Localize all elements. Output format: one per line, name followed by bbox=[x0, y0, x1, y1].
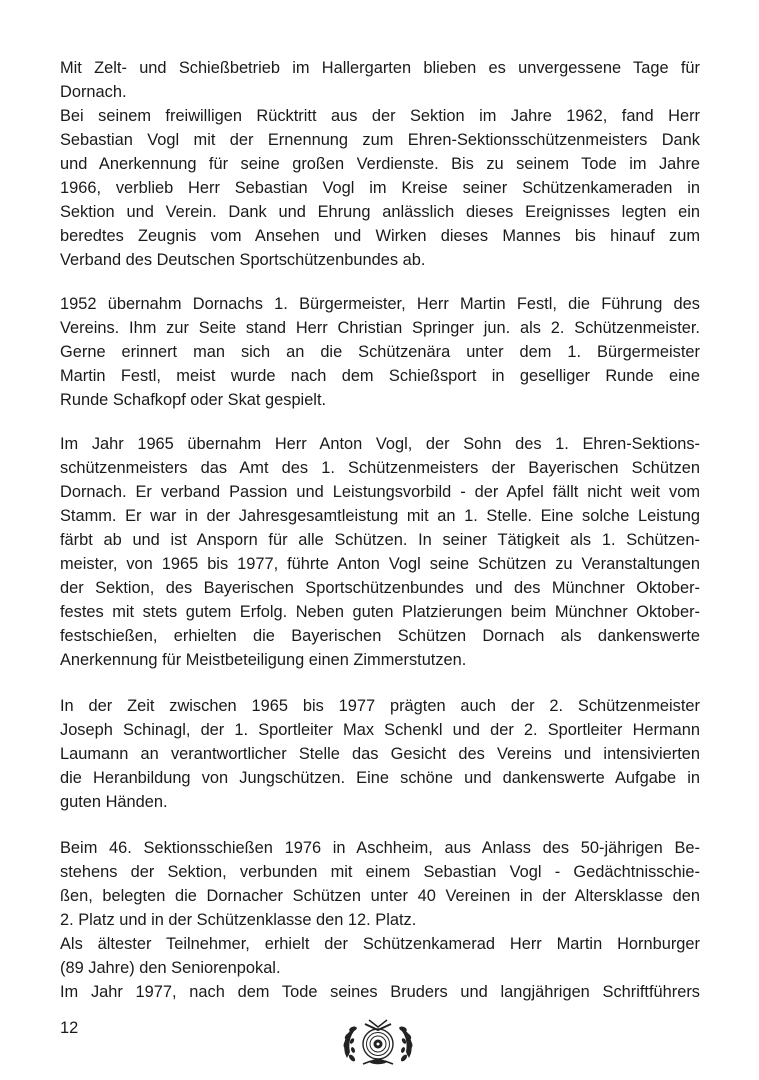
page-number: 12 bbox=[60, 1019, 79, 1037]
text-line: stehens der Sektion, verbunden mit einem Sebastian Vogl - Gedächtnisschie- bbox=[60, 863, 700, 881]
text-line: guten Händen. bbox=[60, 793, 168, 811]
paragraph-sektionsschiessen-1976 bbox=[60, 836, 700, 932]
text-line: Im Jahr 1977, nach dem Tode seines Bruders und langjährigen Schriftführers bbox=[60, 983, 700, 1001]
paragraph-seniorenpokal bbox=[60, 932, 700, 980]
text-line: Im Jahr 1965 übernahm Herr Anton Vogl, der Sohn des 1. Ehren-Sektions- bbox=[60, 435, 700, 453]
text-line: 2. Platz und in der Schützenklasse den 12. Platz. bbox=[60, 911, 417, 929]
paragraph-jahr-1977 bbox=[60, 980, 700, 1004]
target-wreath-emblem-icon bbox=[339, 1014, 417, 1068]
text-line: färbt ab und ist Ansporn für alle Schützen. In seiner Tätigkeit als 1. Schützen- bbox=[60, 531, 700, 549]
text-line: die Heranbildung von Jungschützen. Eine schöne und dankenswerte Aufgabe in bbox=[60, 769, 700, 787]
text-line: ßen, belegten die Dornacher Schützen unter 40 Vereinen in der Altersklasse den bbox=[60, 887, 700, 905]
text-line: Bei seinem freiwilligen Rücktritt aus der Sektion im Jahre 1962, fand Herr bbox=[60, 107, 700, 125]
text-line: schützenmeisters das Amt des 1. Schützenmeisters der Bayerischen Schützen bbox=[60, 459, 700, 477]
text-line: festschießen, erhielten die Bayerischen Schützen Dornach als dankenswerte bbox=[60, 627, 700, 645]
paragraph-ruecktritt-sebastian-vogl bbox=[60, 104, 700, 272]
text-line: Stamm. Er war in der Jahresgesamtleistung mit an 1. Stelle. Eine solche Leistung bbox=[60, 507, 700, 525]
text-line: Vereins. Ihm zur Seite stand Herr Christian Springer jun. als 2. Schützenmeister. bbox=[60, 319, 700, 337]
text-line: Gerne erinnert man sich an die Schützenära unter dem 1. Bürgermeister bbox=[60, 343, 700, 361]
text-line: Anerkennung für Meistbeteiligung einen Zimmerstutzen. bbox=[60, 651, 467, 669]
paragraph-martin-festl bbox=[60, 292, 700, 412]
text-line: 1966, verblieb Herr Sebastian Vogl im Kreise seiner Schützenkameraden in bbox=[60, 179, 700, 197]
text-line: beredtes Zeugnis vom Ansehen und Wirken dieses Mannes bis hinauf zum bbox=[60, 227, 700, 245]
paragraph-zeit-1965-1977 bbox=[60, 694, 700, 814]
text-line: Als ältester Teilnehmer, erhielt der Schützenkamerad Herr Martin Hornburger bbox=[60, 935, 700, 953]
text-line: festes mit stets gutem Erfolg. Neben guten Platzierungen beim Münchner Oktober- bbox=[60, 603, 700, 621]
text-line: Verband des Deutschen Sportschützenbundes ab. bbox=[60, 251, 426, 269]
text-line: Laumann an verantwortlicher Stelle das Gesicht des Vereins und intensivierten bbox=[60, 745, 700, 763]
text-line: Sebastian Vogl mit der Ernennung zum Ehren-Sektionsschützenmeisters Dank bbox=[60, 131, 700, 149]
paragraph-zelt-schiessbetrieb bbox=[60, 56, 700, 104]
text-line: Sektion und Verein. Dank und Ehrung anlässlich dieses Ereignisses legten ein bbox=[60, 203, 700, 221]
text-line: Runde Schafkopf oder Skat gespielt. bbox=[60, 391, 327, 409]
text-line: Dornach. bbox=[60, 83, 127, 101]
text-line: Joseph Schinagl, der 1. Sportleiter Max Schenkl und der 2. Sportleiter Hermann bbox=[60, 721, 700, 739]
text-line: In der Zeit zwischen 1965 bis 1977 prägten auch der 2. Schützenmeister bbox=[60, 697, 700, 715]
text-line: und Anerkennung für seine großen Verdienste. Bis zu seinem Tode im Jahre bbox=[60, 155, 700, 173]
text-line: Beim 46. Sektionsschießen 1976 in Aschheim, aus Anlass des 50-jährigen Be- bbox=[60, 839, 700, 857]
text-line: meister, von 1965 bis 1977, führte Anton Vogl seine Schützen zu Veranstaltungen bbox=[60, 555, 700, 573]
text-line: der Sektion, des Bayerischen Sportschützenbundes und des Münchner Oktober- bbox=[60, 579, 700, 597]
text-line: 1952 übernahm Dornachs 1. Bürgermeister, Herr Martin Festl, die Führung des bbox=[60, 295, 700, 313]
text-line: Dornach. Er verband Passion und Leistungsvorbild - der Apfel fällt nicht weit vom bbox=[60, 483, 700, 501]
paragraph-anton-vogl bbox=[60, 432, 700, 672]
text-line: Mit Zelt- und Schießbetrieb im Hallergarten blieben es unvergessene Tage für bbox=[60, 59, 700, 77]
text-line: Martin Festl, meist wurde nach dem Schießsport in geselliger Runde eine bbox=[60, 367, 700, 385]
text-line: (89 Jahre) den Seniorenpokal. bbox=[60, 959, 281, 977]
